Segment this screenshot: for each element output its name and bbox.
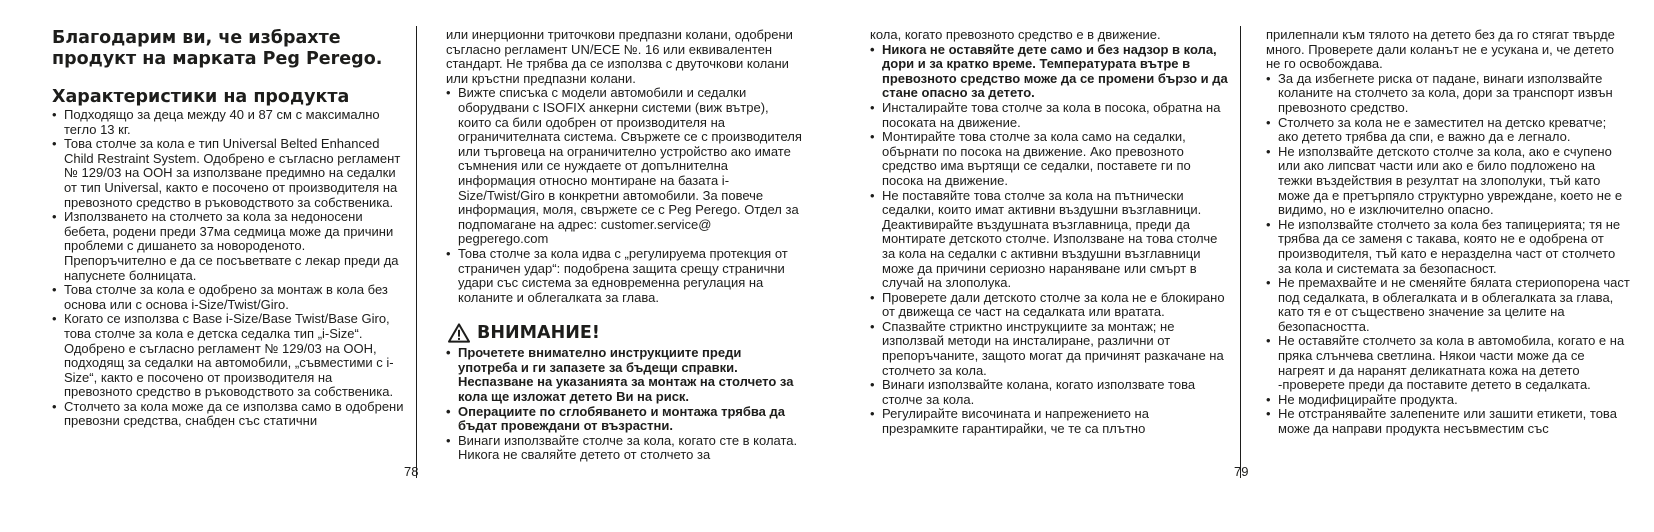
list-item: • Спазвайте стриктно инструкциите за монтаж; не използвай методи на инсталиране, различни от препоръчаните, защото могат да причинят разкачане на столчето за кола. (870, 320, 1228, 378)
list-item: • Това столче за кола идва с „регулируема протекция от страничен удар“: подобрена защита срещу странични удари със система за едновременна регулация на коланите и облегалката за глава. (446, 247, 802, 305)
list-item: • Не поставяйте това столче за кола на пътнически седалки, които имат активни въздушни възглавници. Деактивирайте въздушната възглавница, преди да монтирате детското столче. Използване на това столче за кола на седалки с активни въздушни възглавници може да причини сериозно нараняване или смърт в случай на злополука. (870, 189, 1228, 291)
column-divider (1240, 26, 1241, 478)
list-item: • Монтирайте това столче за кола само на седалки, обърнати по посока на движение. Ако превозното средство има въртящи се седалки, поставете ги по посока на движение. (870, 130, 1228, 188)
warning-heading (448, 323, 802, 343)
section-title: Характеристики на продукта (52, 87, 350, 107)
warning-triangle-icon (448, 323, 470, 343)
list-item: • Използването на столчето за кола за недоносени бебета, родени преди 37ма седмица може да причини проблеми с дишането за новороденото. Препоръчително е да се посъветвате с лекар преди да напуснете болницата. (52, 210, 404, 283)
list-item: • Не използвайте детското столче за кола, ако е счупено или ако липсват части или ако е било подложено на тежки въздействия в резултат на злополуки, тъй като може да е претърпяло структурно увреждане, което не е видимо, но е изключително опасно. (1266, 145, 1630, 218)
list-item: • Не премахвайте и не сменяйте бялата стериопорена част под седалката, в облегалката и в облегалката за глава, като тя е от съществено значение за целите на безопасността. (1266, 276, 1630, 334)
warning-list-continued (870, 43, 1228, 437)
column-3 (870, 28, 1228, 437)
list-item: • Регулирайте височината и напрежението на презрамките гарантирайки, че те са плътно (870, 407, 1228, 436)
list-item: • Операциите по сглобяването и монтажа трябва да бъдат провеждани от възрастни. (446, 405, 802, 434)
list-item: • Винаги използвайте колана, когато използвате това столче за кола. (870, 378, 1228, 407)
list-item: • Столчето за кола може да се използва само в одобрени превозни средства, снабден със статични (52, 400, 404, 429)
warning-list (446, 346, 802, 463)
list-item: • Винаги използвайте столче за кола, когато сте в колата. Никога не сваляйте детето от столчето за (446, 434, 802, 463)
features-list (52, 108, 404, 429)
list-item: • Когато се използва с Base i-Size/Base Twist/Base Giro, това столче за кола е детска седалка тип „i-Size“. Одобрено е съгласно регламент № 129/03 на ООН, подходящ за седалки на автомобили, „съвместими с i-Size“, както е посочено от производителя на превозното средство в ръководството за собственика. (52, 312, 404, 400)
list-item: • Проверете дали детското столче за кола не е блокирано от движеща се част на седалката или вратата. (870, 291, 1228, 320)
continuation-text: кола, когато превозното средство е в движение. (870, 27, 1161, 42)
column-divider (416, 26, 417, 478)
list-item: • Не оставяйте столчето за кола в автомобила, когато е на пряка слънчева светлина. Някои части може да се нагреят и да наранят деликатната кожа на детето -проверете преди да поставите детето в седалката. (1266, 334, 1630, 392)
list-item: • За да избегнете риска от падане, винаги използвайте коланите на столчето за кола, дори за транспорт извън превозното средство. (1266, 72, 1630, 116)
list-item: • Не използвайте столчето за кола без тапицерията; тя не трябва да се заменя с такава, която не е одобрена от производителя, тъй като е неразделна част от столчето за кола и системата за безопасност. (1266, 218, 1630, 276)
list-item: • Не модифицирайте продукта. (1266, 393, 1630, 408)
features-list-continued (446, 86, 802, 305)
list-item: • Това столче за кола е одобрено за монтаж в кола без основа или с основа i-Size/Twist/Giro. (52, 283, 404, 312)
warning-title: ВНИМАНИЕ! (477, 323, 600, 344)
page-number-left: 78 (404, 464, 419, 479)
list-item: • Инсталирайте това столче за кола в посока, обратна на посоката на движение. (870, 101, 1228, 130)
continuation-text: или инерционни триточкови предпазни колани, одобрени съгласно регламент UN/ECE №. 16 или еквивалентен стандарт. Не трябва да се използва с двуточкови колани или кръстни предпазни колани. (446, 27, 793, 86)
continuation-text: прилепнали към тялото на детето без да го стягат твърде много. Проверете дали коланът не е усукана и, че детето не го освобождава. (1266, 27, 1615, 72)
list-item: • Никога не оставяйте дете само и без надзор в кола, дори и за кратко време. Температурата вътре в превозното средство може да се промени бързо и да стане опасно за детето. (870, 43, 1228, 101)
column-2 (446, 28, 802, 463)
list-item: • Подходящо за деца между 40 и 87 см с максимално тегло 13 кг. (52, 108, 404, 137)
list-item: • Това столче за кола е тип Universal Belted Enhanced Child Restraint System. Одобрено е съгласно регламент № 129/03 на ООН за използване предимно на седалки от тип Universal, както е посочено от производителя на превозното средство в ръководството за собственика. (52, 137, 404, 210)
list-item: • Не отстранявайте залепените или зашити етикети, това може да направи продукта несъвместим със (1266, 407, 1630, 436)
list-item: • Прочетете внимателно инструкциите преди употреба и ги запазете за бъдещи справки. Неспазване на указанията за монтаж на столчето за кола ще изложат детето Ви на риск. (446, 346, 802, 404)
list-item: • Столчето за кола не е заместител на детско креватче; ако детето трябва да спи, е важно да е легнало. (1266, 116, 1630, 145)
page-number-right: 79 (1234, 464, 1249, 479)
column-1 (52, 28, 404, 429)
list-item: • Вижте списъка с модели автомобили и седалки оборудвани с ISOFIX анкерни системи (виж вътре), които са били одобрен от производителя на ограничителната система. Свържете се с производителя или търговеца на ограничително устройство ако имате съмнения или се нуждаете от допълнителна информация относно монтиране на базата i-Size/Twist/Giro в конкретни автомобили. За повече информация, моля, свържете се с Peg Perego. Отдел за подпомагане на адрес: customer.service@ pegperego.com (446, 86, 802, 247)
intro-heading: Благодарим ви, че избрахте продукт на марката Peg Perego. (52, 28, 383, 69)
column-4 (1266, 28, 1630, 437)
warning-list-continued-2 (1266, 72, 1630, 437)
